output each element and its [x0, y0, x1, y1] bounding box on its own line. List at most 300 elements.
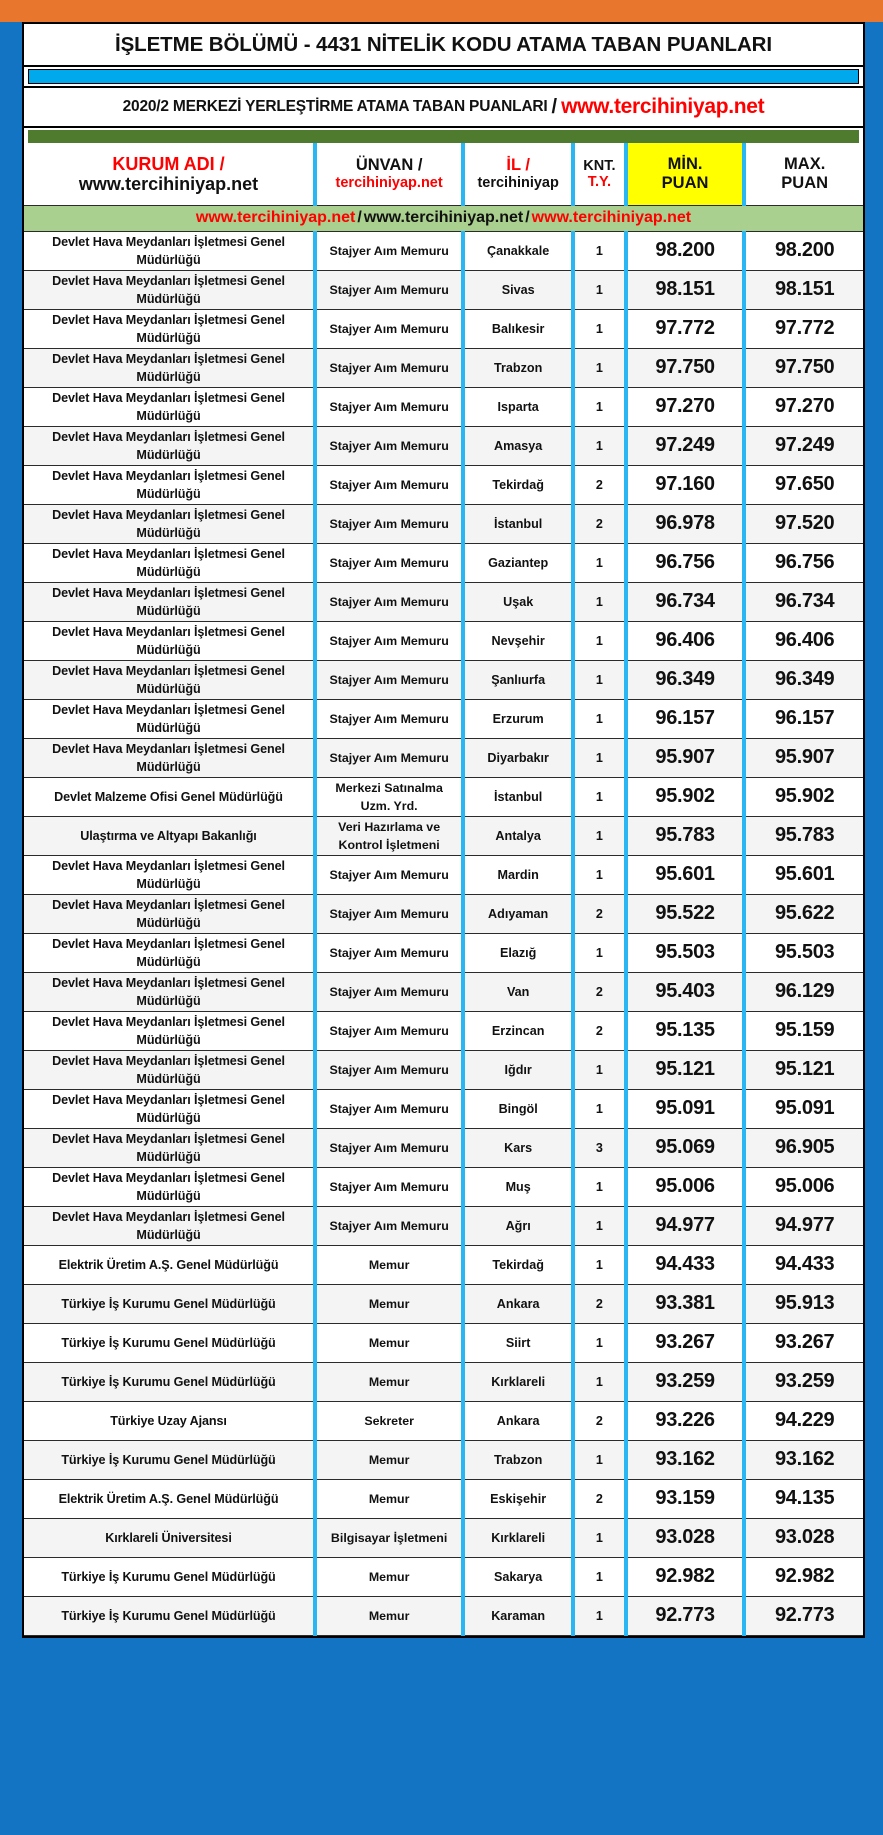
banner-link-2[interactable]: www.tercihiniyap.net [363, 209, 524, 226]
cell-max-puan [744, 1362, 863, 1401]
cell-kurum-adi-text: Türkiye Uzay Ajansı [110, 1413, 227, 1428]
cell-kurum-adi [24, 699, 315, 738]
cell-knt-text: 2 [595, 1491, 603, 1506]
cell-unvan [315, 1011, 463, 1050]
cell-il [463, 465, 573, 504]
cell-unvan [315, 270, 463, 309]
cell-min-puan [626, 1128, 745, 1167]
cell-max-puan [744, 582, 863, 621]
cell-il-text: Adıyaman [488, 906, 549, 921]
table-row[interactable] [24, 777, 863, 816]
cell-max-puan-text: 97.750 [774, 356, 835, 378]
column-header-min-puan[interactable] [626, 143, 745, 205]
table-row[interactable] [24, 270, 863, 309]
cell-max-puan-text: 95.159 [774, 1019, 835, 1041]
cell-max-puan-text: 95.902 [774, 785, 835, 807]
cell-kurum-adi [24, 1557, 315, 1596]
table-row[interactable] [24, 1167, 863, 1206]
cell-max-puan [744, 426, 863, 465]
cell-max-puan [744, 465, 863, 504]
table-row[interactable] [24, 348, 863, 387]
table-row[interactable] [24, 894, 863, 933]
cell-min-puan-text: 95.006 [655, 1175, 715, 1197]
cell-il [463, 1323, 573, 1362]
cell-min-puan [626, 660, 745, 699]
cell-kurum-adi-text: Devlet Hava Meydanları İşletmesi Genel Müdürlüğü [52, 1209, 285, 1242]
cell-max-puan [744, 1167, 863, 1206]
table-row[interactable] [24, 1557, 863, 1596]
cell-unvan [315, 504, 463, 543]
cell-max-puan [744, 933, 863, 972]
cell-knt [573, 543, 626, 582]
cell-min-puan [626, 231, 745, 270]
cell-kurum-adi [24, 1089, 315, 1128]
cell-max-puan-text: 94.229 [774, 1409, 835, 1431]
cell-kurum-adi [24, 816, 315, 855]
cell-max-puan [744, 1323, 863, 1362]
cell-min-puan [626, 738, 745, 777]
cell-max-puan [744, 1206, 863, 1245]
cell-knt [573, 738, 626, 777]
cell-max-puan [744, 660, 863, 699]
cell-min-puan-text: 96.978 [655, 512, 715, 534]
cell-il-text: Çanakkale [487, 243, 550, 258]
table-row[interactable] [24, 426, 863, 465]
cell-kurum-adi [24, 738, 315, 777]
column-header-line1: ÜNVAN / [355, 156, 423, 175]
cell-kurum-adi [24, 894, 315, 933]
cell-unvan-text: Stajyer Aım Memuru [329, 945, 449, 960]
cell-max-puan [744, 543, 863, 582]
cell-min-puan-text: 96.157 [655, 707, 715, 729]
cell-max-puan [744, 621, 863, 660]
cell-unvan-text: Stajyer Aım Memuru [329, 594, 449, 609]
subtitle-website-link[interactable]: www.tercihiniyap.net [561, 95, 765, 118]
cell-max-puan-text: 94.433 [774, 1253, 835, 1275]
cell-il [463, 972, 573, 1011]
cell-knt [573, 387, 626, 426]
table-row[interactable] [24, 387, 863, 426]
cell-min-puan-text: 93.267 [655, 1331, 715, 1353]
column-header-kurum-adi[interactable] [24, 143, 315, 205]
cell-kurum-adi [24, 1245, 315, 1284]
cell-max-puan-text: 95.913 [774, 1292, 835, 1314]
cell-il-text: Van [506, 984, 530, 999]
column-header-line2: T.Y. [587, 173, 612, 190]
table-row[interactable] [24, 621, 863, 660]
cell-max-puan [744, 738, 863, 777]
cell-unvan-text: Stajyer Aım Memuru [329, 1179, 449, 1194]
cell-kurum-adi [24, 972, 315, 1011]
cell-kurum-adi-text: Devlet Hava Meydanları İşletmesi Genel Müdürlüğü [52, 273, 285, 306]
cell-max-puan-text: 96.129 [774, 980, 835, 1002]
cell-min-puan-text: 93.159 [655, 1487, 715, 1509]
cell-max-puan [744, 231, 863, 270]
cell-unvan-text: Stajyer Aım Memuru [329, 906, 449, 921]
cell-max-puan-text: 96.157 [774, 707, 835, 729]
table-row[interactable] [24, 660, 863, 699]
cell-knt [573, 1323, 626, 1362]
cell-unvan-text: Stajyer Aım Memuru [329, 243, 449, 258]
cell-kurum-adi [24, 1440, 315, 1479]
cell-min-puan [626, 855, 745, 894]
column-header-line1: MİN. [667, 155, 703, 174]
subtitle-text: 2020/2 MERKEZİ YERLEŞTİRME ATAMA TABAN PUANLARI [122, 98, 548, 115]
cell-knt-text: 1 [595, 438, 603, 453]
table-row[interactable] [24, 1596, 863, 1635]
column-header-line1: İL / [506, 156, 530, 175]
cell-kurum-adi-text: Devlet Hava Meydanları İşletmesi Genel Müdürlüğü [52, 1170, 285, 1203]
table-row[interactable] [24, 1401, 863, 1440]
cell-knt [573, 426, 626, 465]
cell-max-puan-text: 96.756 [774, 551, 835, 573]
banner-sep-2: / [525, 209, 530, 226]
cell-unvan [315, 543, 463, 582]
cell-knt-text: 2 [595, 1023, 603, 1038]
banner-sep-1: / [357, 209, 362, 226]
cell-il-text: Ağrı [505, 1218, 531, 1233]
cell-knt-text: 1 [595, 828, 603, 843]
cell-knt-text: 2 [595, 1296, 603, 1311]
cell-kurum-adi-text: Devlet Hava Meydanları İşletmesi Genel Müdürlüğü [52, 585, 285, 618]
cell-knt-text: 1 [595, 1257, 603, 1272]
cell-il [463, 309, 573, 348]
cell-knt [573, 1401, 626, 1440]
cell-max-puan [744, 1518, 863, 1557]
cell-min-puan-text: 93.028 [655, 1526, 715, 1548]
cell-min-puan [626, 1206, 745, 1245]
cell-min-puan-text: 92.982 [655, 1565, 715, 1587]
cell-il-text: İstanbul [494, 516, 543, 531]
cell-il [463, 1245, 573, 1284]
cell-max-puan-text: 95.503 [774, 941, 835, 963]
blue-frame [0, 22, 883, 1638]
cell-max-puan-text: 94.135 [774, 1487, 835, 1509]
cell-knt-text: 1 [595, 282, 603, 297]
cell-il-text: Erzurum [492, 711, 544, 726]
cell-kurum-adi-text: Devlet Hava Meydanları İşletmesi Genel Müdürlüğü [52, 975, 285, 1008]
column-header-max-puan[interactable] [744, 143, 863, 205]
cell-unvan [315, 1362, 463, 1401]
table-row[interactable] [24, 1245, 863, 1284]
cell-max-puan-text: 97.520 [774, 512, 835, 534]
cell-unvan-text: Veri Hazırlama ve Kontrol İşletmeni [338, 819, 441, 852]
table-body [24, 143, 863, 1635]
table-row[interactable] [24, 699, 863, 738]
cell-il [463, 1440, 573, 1479]
cell-unvan-text: Stajyer Aım Memuru [329, 1062, 449, 1077]
cell-min-puan-text: 93.381 [655, 1292, 715, 1314]
cell-min-puan-text: 97.160 [655, 473, 715, 495]
cell-knt [573, 348, 626, 387]
cell-unvan-text: Memur [368, 1296, 410, 1311]
cell-kurum-adi [24, 855, 315, 894]
cell-kurum-adi-text: Türkiye İş Kurumu Genel Müdürlüğü [61, 1569, 276, 1584]
table-row[interactable] [24, 1518, 863, 1557]
cell-knt-text: 1 [595, 1179, 603, 1194]
cell-max-puan [744, 270, 863, 309]
column-header-unvan[interactable] [315, 143, 463, 205]
cell-knt [573, 1167, 626, 1206]
cell-kurum-adi-text: Devlet Hava Meydanları İşletmesi Genel Müdürlüğü [52, 858, 285, 891]
cell-unvan [315, 816, 463, 855]
cell-il-text: Siirt [505, 1335, 531, 1350]
column-header-knt-ty[interactable] [573, 143, 626, 205]
column-header-line1: KURUM ADI / [112, 153, 225, 174]
cell-knt-text: 1 [595, 1569, 603, 1584]
cell-min-puan-text: 97.249 [655, 434, 715, 456]
table-row[interactable] [24, 1479, 863, 1518]
cell-knt-text: 1 [595, 711, 603, 726]
cell-unvan-text: Stajyer Aım Memuru [329, 1023, 449, 1038]
cell-max-puan [744, 1401, 863, 1440]
cell-unvan [315, 387, 463, 426]
cell-unvan [315, 309, 463, 348]
cell-max-puan-text: 93.028 [774, 1526, 835, 1548]
cell-min-puan [626, 777, 745, 816]
cell-il-text: Trabzon [494, 360, 543, 375]
cell-kurum-adi-text: Ulaştırma ve Altyapı Bakanlığı [80, 828, 257, 843]
cell-il [463, 816, 573, 855]
cell-min-puan-text: 93.162 [655, 1448, 715, 1470]
cell-min-puan-text: 95.135 [655, 1019, 715, 1041]
cell-unvan [315, 1401, 463, 1440]
cell-unvan-text: Memur [368, 1452, 410, 1467]
cell-il [463, 231, 573, 270]
cell-kurum-adi-text: Devlet Hava Meydanları İşletmesi Genel Müdürlüğü [52, 234, 285, 267]
cell-knt [573, 1089, 626, 1128]
cell-knt-text: 1 [595, 555, 603, 570]
cell-knt-text: 2 [595, 906, 603, 921]
table-row[interactable] [24, 1284, 863, 1323]
cell-min-puan-text: 96.734 [655, 590, 715, 612]
cell-unvan-text: Stajyer Aım Memuru [329, 399, 449, 414]
cell-kurum-adi [24, 1401, 315, 1440]
cell-il [463, 1362, 573, 1401]
cell-unvan-text: Memur [368, 1335, 410, 1350]
cell-kurum-adi-text: Devlet Hava Meydanları İşletmesi Genel Müdürlüğü [52, 507, 285, 540]
cell-max-puan [744, 309, 863, 348]
table-row[interactable] [24, 1011, 863, 1050]
cell-unvan [315, 1518, 463, 1557]
column-header-il[interactable] [463, 143, 573, 205]
cell-knt [573, 855, 626, 894]
cell-il-text: Uşak [503, 594, 534, 609]
cell-min-puan-text: 95.902 [655, 785, 715, 807]
table-row[interactable] [24, 1440, 863, 1479]
cell-il-text: Tekirdağ [492, 1257, 544, 1272]
cell-knt-text: 1 [595, 945, 603, 960]
cell-knt-text: 1 [595, 633, 603, 648]
cell-unvan-text: Stajyer Aım Memuru [329, 360, 449, 375]
table-row[interactable] [24, 1128, 863, 1167]
cell-knt-text: 1 [595, 1101, 603, 1116]
cell-min-puan-text: 95.783 [655, 824, 715, 846]
cell-min-puan [626, 1284, 745, 1323]
cell-il [463, 660, 573, 699]
table-row[interactable] [24, 972, 863, 1011]
cell-min-puan [626, 1479, 745, 1518]
cell-knt-text: 2 [595, 984, 603, 999]
cell-min-puan [626, 1557, 745, 1596]
cell-unvan [315, 738, 463, 777]
cell-kurum-adi [24, 1128, 315, 1167]
cell-il-text: Eskişehir [490, 1491, 547, 1506]
cell-unvan [315, 1284, 463, 1323]
cell-kurum-adi-text: Devlet Hava Meydanları İşletmesi Genel Müdürlüğü [52, 1131, 285, 1164]
cell-max-puan-text: 93.259 [774, 1370, 835, 1392]
cell-max-puan-text: 93.267 [774, 1331, 835, 1353]
cell-knt-text: 1 [595, 1335, 603, 1350]
cell-kurum-adi [24, 543, 315, 582]
cell-knt [573, 1206, 626, 1245]
cell-max-puan-text: 95.091 [774, 1097, 835, 1119]
table-row[interactable] [24, 231, 863, 270]
column-header-line2: www.tercihiniyap.net [78, 173, 259, 194]
cell-min-puan-text: 96.349 [655, 668, 715, 690]
banner-link-1[interactable]: www.tercihiniyap.net [195, 209, 356, 226]
cell-il-text: Kars [504, 1140, 533, 1155]
table-row[interactable] [24, 738, 863, 777]
cell-kurum-adi-text: Devlet Hava Meydanları İşletmesi Genel Müdürlüğü [52, 351, 285, 384]
cell-kurum-adi [24, 1362, 315, 1401]
cell-kurum-adi [24, 465, 315, 504]
cell-max-puan [744, 972, 863, 1011]
cell-max-puan-text: 92.982 [774, 1565, 835, 1587]
cell-kurum-adi-text: Devlet Malzeme Ofisi Genel Müdürlüğü [54, 789, 283, 804]
table-row[interactable] [24, 309, 863, 348]
cell-unvan-text: Stajyer Aım Memuru [329, 1218, 449, 1233]
cell-min-puan [626, 699, 745, 738]
cell-unvan-text: Stajyer Aım Memuru [329, 750, 449, 765]
cell-knt-text: 1 [595, 1608, 603, 1623]
cell-kurum-adi [24, 1167, 315, 1206]
cell-kurum-adi-text: Devlet Hava Meydanları İşletmesi Genel Müdürlüğü [52, 1092, 285, 1125]
cell-il-text: Bingöl [498, 1101, 538, 1116]
table-row[interactable] [24, 1362, 863, 1401]
cell-min-puan-text: 95.121 [655, 1058, 715, 1080]
table-row[interactable] [24, 1323, 863, 1362]
title-box [22, 22, 865, 67]
cell-il [463, 1011, 573, 1050]
cell-knt [573, 777, 626, 816]
table-row[interactable] [24, 1206, 863, 1245]
cell-knt [573, 660, 626, 699]
table-row[interactable] [24, 465, 863, 504]
cell-kurum-adi-text: Devlet Hava Meydanları İşletmesi Genel Müdürlüğü [52, 897, 285, 930]
cell-il [463, 1206, 573, 1245]
cell-min-puan-text: 93.226 [655, 1409, 715, 1431]
cell-max-puan-text: 95.622 [774, 902, 835, 924]
cell-kurum-adi-text: Devlet Hava Meydanları İşletmesi Genel Müdürlüğü [52, 390, 285, 423]
cell-max-puan-text: 92.773 [774, 1604, 835, 1626]
cell-kurum-adi [24, 777, 315, 816]
column-header-line2: PUAN [781, 173, 829, 192]
cell-min-puan [626, 465, 745, 504]
subtitle-separator: / [551, 95, 558, 118]
cell-kurum-adi [24, 1596, 315, 1635]
cell-il-text: Antalya [495, 828, 541, 843]
cell-kurum-adi [24, 1518, 315, 1557]
cell-il-text: Amasya [494, 438, 543, 453]
cell-il [463, 1518, 573, 1557]
table-row[interactable] [24, 543, 863, 582]
cell-il-text: Ankara [496, 1413, 540, 1428]
cell-unvan [315, 231, 463, 270]
cell-il [463, 426, 573, 465]
cell-il [463, 1557, 573, 1596]
table-row[interactable] [24, 855, 863, 894]
cell-il-text: Nevşehir [491, 633, 545, 648]
cell-il-text: Iğdır [504, 1062, 532, 1077]
cell-max-puan-text: 98.151 [774, 278, 835, 300]
cell-kurum-adi-text: Devlet Hava Meydanları İşletmesi Genel Müdürlüğü [52, 546, 285, 579]
top-orange-banner [0, 0, 883, 22]
cell-il-text: Tekirdağ [492, 477, 544, 492]
table-row[interactable] [24, 816, 863, 855]
cell-max-puan [744, 855, 863, 894]
cell-knt-text: 1 [595, 1374, 603, 1389]
cell-knt [573, 1479, 626, 1518]
cell-max-puan-text: 93.162 [774, 1448, 835, 1470]
cell-kurum-adi-text: Türkiye İş Kurumu Genel Müdürlüğü [61, 1296, 276, 1311]
cell-kurum-adi [24, 1011, 315, 1050]
cell-min-puan [626, 270, 745, 309]
table-row[interactable] [24, 933, 863, 972]
cell-min-puan [626, 1245, 745, 1284]
cell-unvan [315, 1479, 463, 1518]
scores-table [24, 143, 863, 1636]
green-divider-wrap [22, 128, 865, 143]
cell-unvan [315, 972, 463, 1011]
cell-max-puan-text: 95.006 [774, 1175, 835, 1197]
cell-min-puan [626, 1401, 745, 1440]
cell-max-puan [744, 816, 863, 855]
cell-il-text: Ankara [496, 1296, 540, 1311]
cell-max-puan [744, 504, 863, 543]
cell-unvan [315, 894, 463, 933]
table-row[interactable] [24, 1050, 863, 1089]
cell-unvan [315, 1245, 463, 1284]
cell-min-puan [626, 426, 745, 465]
cell-min-puan [626, 309, 745, 348]
table-row[interactable] [24, 504, 863, 543]
table-container [22, 143, 865, 1638]
cell-max-puan [744, 777, 863, 816]
cell-knt [573, 270, 626, 309]
cell-il [463, 270, 573, 309]
cell-min-puan [626, 348, 745, 387]
cell-il [463, 1089, 573, 1128]
cell-min-puan [626, 894, 745, 933]
cell-knt [573, 621, 626, 660]
website-banner-cell [24, 205, 863, 231]
cell-max-puan-text: 95.907 [774, 746, 835, 768]
table-row[interactable] [24, 582, 863, 621]
cell-unvan [315, 699, 463, 738]
banner-link-3[interactable]: www.tercihiniyap.net [531, 209, 692, 226]
cell-kurum-adi [24, 426, 315, 465]
cell-il-text: Diyarbakır [487, 750, 549, 765]
table-row[interactable] [24, 1089, 863, 1128]
cell-knt [573, 1050, 626, 1089]
cell-knt [573, 1128, 626, 1167]
cell-min-puan-text: 95.907 [655, 746, 715, 768]
cell-unvan-text: Memur [368, 1491, 410, 1506]
cell-max-puan [744, 1050, 863, 1089]
cell-max-puan [744, 699, 863, 738]
cell-knt [573, 894, 626, 933]
